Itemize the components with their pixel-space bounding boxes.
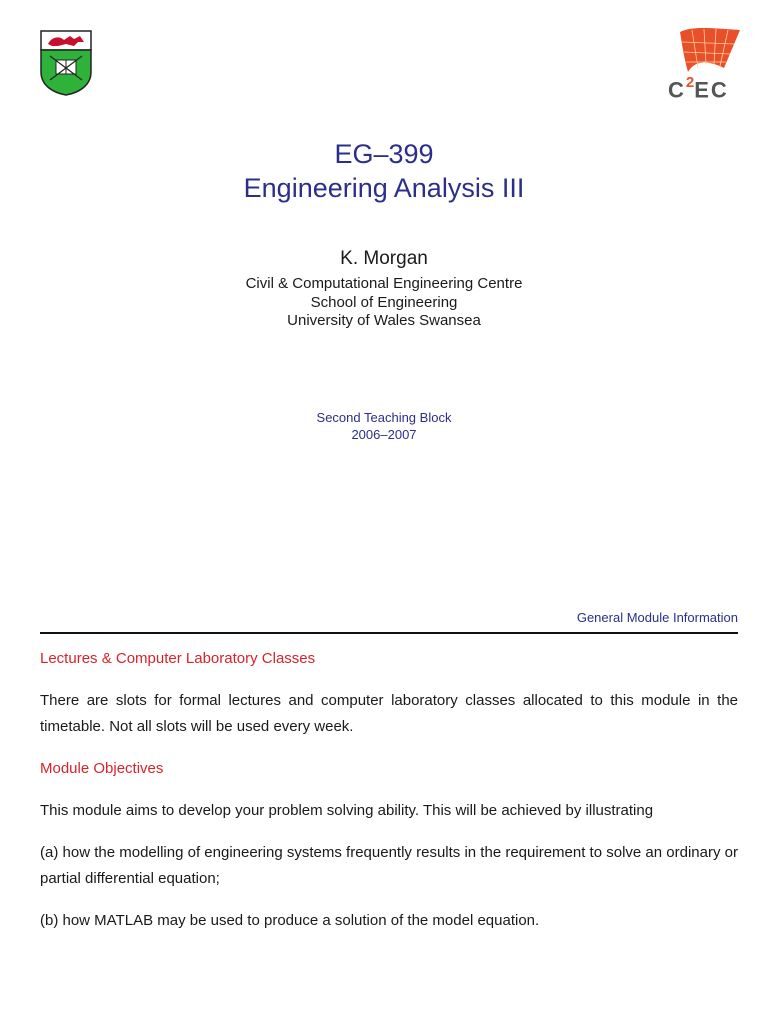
university-crest-logo bbox=[40, 30, 92, 96]
teaching-years: 2006–2007 bbox=[351, 427, 417, 442]
section-header: General Module Information bbox=[576, 610, 738, 625]
teaching-period bbox=[0, 409, 768, 443]
course-title: Engineering Analysis III bbox=[243, 173, 525, 203]
objective-b: (b) how MATLAB may be used to produce a solution of the model equation. bbox=[40, 912, 540, 929]
author-name: K. Morgan bbox=[340, 248, 428, 269]
module-content bbox=[40, 646, 738, 950]
c2ec-wordmark: $C^2EC$ bbox=[668, 74, 729, 103]
affiliation-line: University of Wales Swansea bbox=[287, 312, 481, 329]
objectives-intro: This module aims to develop your problem solving ability. This will be achieved by illustrating bbox=[40, 802, 654, 819]
teaching-block: Second Teaching Block bbox=[316, 410, 452, 425]
course-code: EG–399 bbox=[334, 139, 434, 169]
title-block bbox=[0, 137, 768, 205]
divider bbox=[40, 632, 738, 634]
affiliation-line: Civil & Computational Engineering Centre bbox=[245, 275, 523, 292]
lectures-text: There are slots for formal lectures and computer laboratory classes allocated to this module in the timetable. Not all slots will be used every week. bbox=[40, 692, 738, 735]
lectures-heading: Lectures & Computer Laboratory Classes bbox=[40, 650, 316, 667]
objective-a: (a) how the modelling of engineering systems frequently results in the requirement to solve an ordinary or partial differential equation; bbox=[40, 844, 738, 887]
affiliation bbox=[0, 275, 768, 331]
affiliation-line: School of Engineering bbox=[310, 293, 458, 311]
objectives-heading: Module Objectives bbox=[40, 760, 164, 777]
